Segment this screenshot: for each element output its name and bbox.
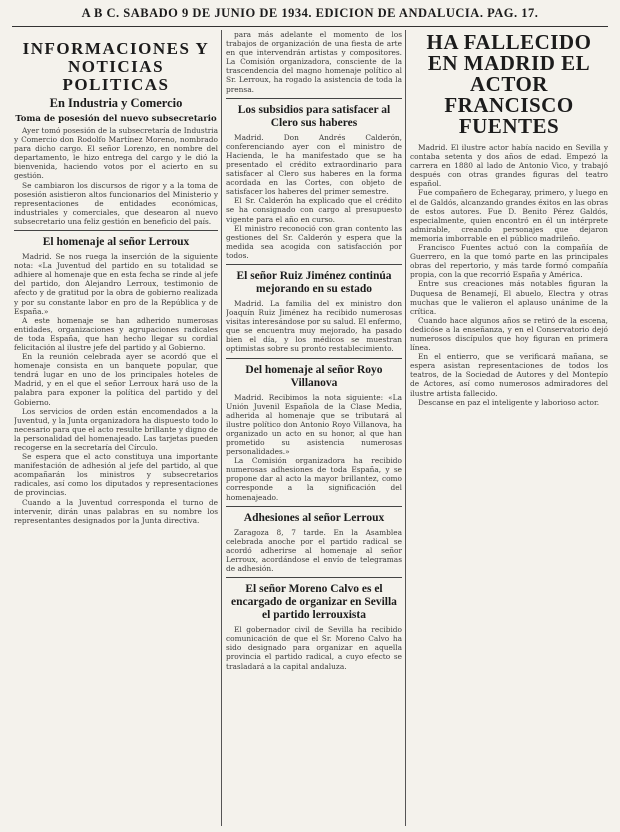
article-paragraph: para más adelante el momento de los trabajos de organización de una fiesta de arte en que intervendrán artistas y compositores. La Comisión organizadora, consciente de la trascendencia del magno homenaje político al Sr. Lerroux, ha rogado la asistencia de toda la prensa. [226,30,402,94]
divider [226,506,402,507]
divider [226,264,402,265]
article-paragraph: Descanse en paz el inteligente y laborioso actor. [418,397,600,407]
headline-moreno-calvo: El señor Moreno Calvo es el encargado de organizar en Sevilla el partido lerrouxista [231,583,397,622]
divider [226,358,402,359]
headline-ruiz-jimenez: El señor Ruiz Jiménez continúa mejorando en su estado [236,269,392,295]
headline-subsidios-clero: Los subsidios para satisfacer al Clero sus haberes [237,103,391,129]
divider [14,230,218,231]
article-paragraph: A este homenaje se han adherido numerosas entidades, organizaciones y agrupaciones radicales de toda España, que han hecho llegar su cordial felicitación al ilustre jefe del partido y al Gobierno. [14,315,218,352]
column-divider-2 [405,30,406,826]
column-2 [226,30,402,828]
article-paragraph: Francisco Fuentes actuó con la compañía de Guerrero, en la que tomó parte en las principales obras del repertorio, y más tarde formó compañía propia, con la que recorrió España y América. [410,243,608,280]
article-paragraph: Madrid. Recibimos la nota siguiente: «La Unión Juvenil Española de la Clase Media, adherida al homenaje que se tributará al ilustre político don Antonio Royo Villanova, ha organizado un acto en su honor, al que han prometido su asistencia numerosas personalidades.» [226,392,402,457]
article-paragraph: En la reunión celebrada ayer se acordó que el homenaje consista en un banquete popular, que tendrá lugar en uno de los principales hoteles de Madrid, y en el que el señor Lerroux hará uso de la palabra para exponer la política del partido y del Gobierno. [14,352,218,407]
article-paragraph: El Sr. Calderón ha explicado que el crédito se ha consignado con cargo al presupuesto vigente para el año en curso. [226,196,402,224]
article-paragraph: El gobernador civil de Sevilla ha recibido comunicación de que el Sr. Moreno Calvo ha sido designado para organizar en aquella provincia el partido radical, a cuyo efecto se trasladará a la capital andaluza. [226,625,402,671]
section-title: INFORMACIONES Y NOTICIAS POLITICAS [22,39,210,94]
article-paragraph: Los servicios de orden están encomendados a la Juventud, y la Junta organizadora ha dispuesto todo lo necesario para que el acto resulte brillante y digno de la personalidad del homenajeado. Las tarjetas pueden recogerse en la secretaría del Círculo. [14,406,218,452]
article-paragraph: Madrid. La familia del ex ministro don Joaquín Ruiz Jiménez ha recibido numerosas visitas interesándose por su salud. El enfermo, que se encuentra muy mejorado, ha pasado bien el día, y los médicos se muestran optimistas sobre su pronto restablecimiento. [226,298,402,354]
article-paragraph: La Comisión organizadora ha recibido numerosas adhesiones de toda España, y se propone dar al acto la mayor brillantez, como corresponde a la significación del homenajeado. [226,456,402,502]
article-paragraph: Ayer tomó posesión de la subsecretaría de Industria y Comercio don Rodolfo Martínez Moreno, nombrado para dicho cargo. El señor Lorenzo, en nombre del departamento, le hizo entrega del cargo y le dió la bienvenida, haciendo votos por el acierto en su gestión. [14,126,218,181]
article-paragraph: Fue compañero de Echegaray, primero, y luego en el de Galdós, alcanzando grandes éxitos en las obras de estos autores. Fue D. Benito Pérez Galdós, especialmente, quien encontró en él un intérprete admirable, creando personajes que dejaron memoria imborrable en el público madrileño. [410,188,608,243]
headline-royo-villanova: Del homenaje al señor Royo Villanova [245,363,383,389]
divider [226,98,402,99]
article-paragraph: El ministro reconoció con gran contento las gestiones del Sr. Calderón y espera que la medida sea acogida con satisfacción por todos. [226,223,402,260]
headline-francisco-fuentes: HA FALLECIDO EN MADRID EL ACTOR FRANCISCO FUENTES [426,30,592,138]
article-paragraph: Madrid. Se nos ruega la inserción de la siguiente nota: «La Juventud del partido en su totalidad se adhiere al homenaje que en esta fecha se rinde al jefe del partido, don Alejandro Lerroux, testimonio de afecto y de gratitud por la obra de gobierno realizada y por su constante labor en pro de la República y de España.» [14,252,218,316]
column-3 [410,30,608,828]
article-head: Toma de posesión del nuevo subsecretario [15,114,217,124]
article-paragraph: Zaragoza 8, 7 tarde. En la Asamblea celebrada anoche por el partido radical se acordó adherirse al homenaje al señor Lerroux, acordándose el envío de telegramas de adhesión. [226,527,402,574]
article-paragraph: Madrid. El ilustre actor había nacido en Sevilla y contaba setenta y dos años de edad. Empezó la carrera en 1880 al lado de Antonio Vico, y trabajó después con otras grandes figuras del teatro español. [410,143,608,189]
article-paragraph: En el entierro, que se verificará mañana, se espera asistan representaciones de todos los teatros, de la Sociedad de Autores y del Montepío de Actores, así como numerosos admiradores del ilustre artista fallecido. [410,352,608,398]
article-paragraph: Cuando a la Juventud corresponda el turno de intervenir, dirán unas palabras en su nombre los representantes designados por la Junta directiva. [14,497,218,525]
headline-homenaje-lerroux: El homenaje al señor Lerroux [42,236,190,249]
article-paragraph: Cuando hace algunos años se retiró de la escena, dedicóse a la enseñanza, y en el Conservatorio dejó numerosos discípulos que hoy figuran en primera línea. [410,315,608,353]
header-rule [12,26,608,27]
subsection-title: En Industria y Comercio [49,96,183,110]
column-1 [14,30,218,828]
article-paragraph: Se cambiaron los discursos de rigor y a la toma de posesión asistieron altos funcionarios del Ministerio y representaciones de entidades económicas, industriales y comerciales, que desearon al nuevo subsecretario una feliz gestión en beneficio del país. [14,180,218,226]
article-paragraph: Madrid. Don Andrés Calderón, conferenciando ayer con el ministro de Hacienda, le ha manifestado que se ha presentado el crédito extraordinario para satisfacer al Clero sus haberes en la forma acordada en las Cortes, con objeto de satisfacer los haberes del primer semestre. [226,132,402,197]
divider [226,577,402,578]
headline-adhesiones-lerroux: Adhesiones al señor Lerroux [243,511,385,524]
article-paragraph: Se espera que el acto constituya una importante manifestación de adhesión al jefe del partido, al que acompañarán los ministros y subsecretarios radicales, así como los diputados y representaciones de provincias. [14,452,218,498]
column-divider-1 [221,30,222,826]
page-header: A B C. SABADO 9 DE JUNIO DE 1934. EDICION DE ANDALUCIA. PAG. 17. [81,6,539,20]
article-paragraph: Entre sus creaciones más notables figuran la Duquesa de Benamejí, El abuelo, Electra y otras muchas que le valieron el aplauso unánime de la crítica. [410,279,608,316]
